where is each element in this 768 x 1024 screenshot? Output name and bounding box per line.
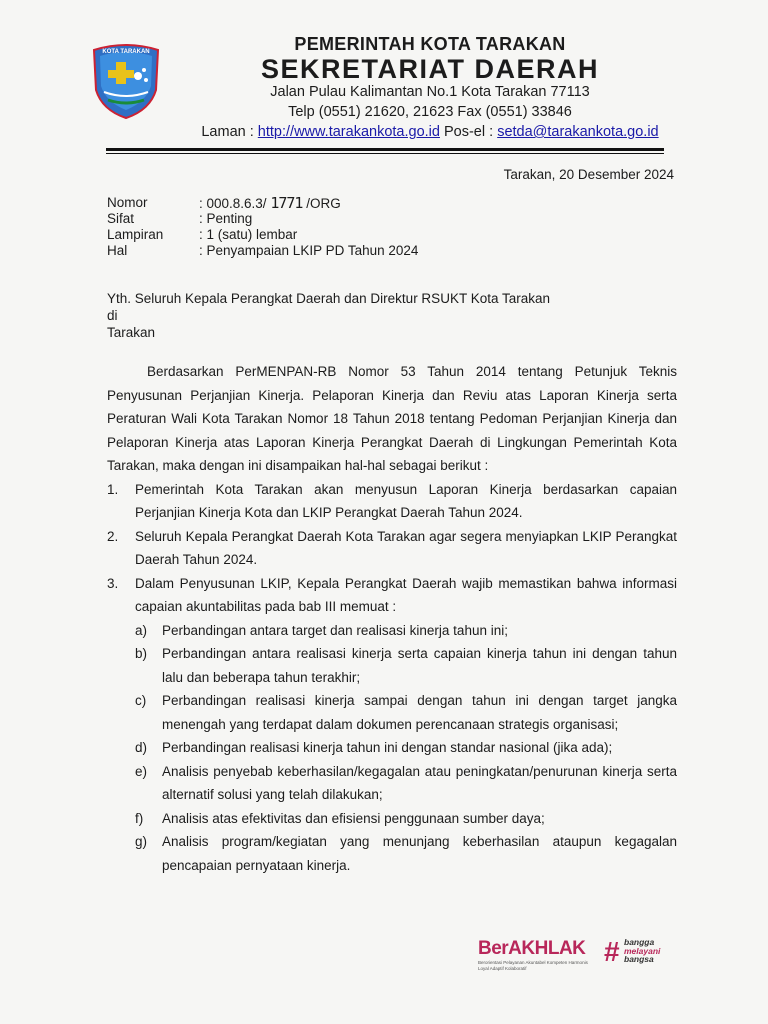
list-item [107,572,677,619]
sub-list-item [135,642,677,689]
sub-list-item [135,619,677,643]
sub-item-text: Analisis penyebab keberhasilan/kegagalan atau peningkatan/penurunan kinerja serta alternatif solusi yang telah dilakukan; [162,763,677,802]
berakhlak-wordmark: BerAKHLAK [478,938,586,959]
letter-body [107,360,677,877]
sifat-value: : Penting [199,211,253,226]
list-item [107,478,677,525]
intro-paragraph: Berdasarkan PerMENPAN-RB Nomor 53 Tahun 2014 tentang Petunjuk Teknis Penyusunan Perjanjian Kinerja. Pelaporan Kinerja dan Reviu atas Laporan Kinerja serta Peraturan Wali Kota Tarakan Nomor 18 Tahun 2018 tentang Pedoman Perjanjian Kinerja dan Pelaporan Kinerja atas Laporan Kinerja Perangkat Daerah di Lingkungan Pemerintah Kota Tarakan, maka dengan ini disampaikan hal-hal sebagai berikut : [107,364,677,473]
office-web-contacts [170,124,690,140]
sub-list-item [135,736,677,760]
government-name: PEMERINTAH KOTA TARAKAN [294,34,566,54]
sifat-label: Sifat [107,211,135,226]
email-link[interactable]: setda@tarakankota.go.id [497,124,659,140]
email-label: Pos-el : [443,124,494,140]
letter-meta [107,195,418,259]
sub-item-text: Perbandingan antara target dan realisasi kinerja tahun ini; [162,622,508,638]
sub-list-item [135,760,677,807]
city-emblem-icon [90,40,162,120]
list-item-text: Pemerintah Kota Tarakan akan menyusun Laporan Kinerja berdasarkan capaian Perjanjian Kinerja Kota dan LKIP Perangkat Daerah Tahun 2024. [135,481,677,520]
office-telephone: Telp (0551) 21620, 21623 Fax (0551) 33846 [288,104,572,120]
bangga-word: bangga [624,937,655,947]
hal-label: Hal [107,243,128,258]
melayani-word: melayani [624,945,661,956]
addressee-line-1: Yth. Seluruh Kepala Perangkat Daerah dan Direktur RSUKT Kota Tarakan [107,291,551,306]
sub-list-item [135,689,677,736]
berakhlak-logo [478,930,678,980]
sub-item-text: Analisis atas efektivitas dan efisiensi penggunaan sumber daya; [162,810,545,826]
addressee [107,290,550,341]
website-link[interactable]: http://www.tarakankota.go.id [257,124,440,140]
sub-item-letter: g) [135,834,148,849]
sub-item-text: Perbandingan realisasi kinerja tahun ini dengan standar nasional (jika ada); [162,740,613,755]
meta-lampiran [107,227,418,243]
hal-value: : Penyampaian LKIP PD Tahun 2024 [199,243,419,258]
list-item-number: 1. [107,481,119,497]
nomor-handwritten: 1771 [270,194,303,212]
meta-sifat [107,211,418,227]
sub-item-text: Perbandingan antara realisasi kinerja serta capaian kinerja tahun ini dengan tahun lalu dan beberapa tahun terakhir; [162,646,677,685]
meta-nomor [107,195,418,211]
office-address: Jalan Pulau Kalimantan No.1 Kota Tarakan 77113 [270,84,590,100]
list-item-text: Seluruh Kepala Perangkat Daerah Kota Tarakan agar segera menyiapkan LKIP Perangkat Daerah Tahun 2024. [135,528,677,567]
nomor-suffix: /ORG [306,196,341,211]
web-label: Laman : [201,124,254,140]
bangsa-word: bangsa [624,954,654,964]
sub-item-letter: b) [135,646,148,661]
nomor-value [199,195,341,211]
sub-item-text: Analisis program/kegiatan yang menunjang keberhasilan ataupun kegagalan pencapaian pernyataan kinerja. [162,834,677,873]
sub-list-item [135,807,677,831]
header-divider-thick [106,148,664,151]
nomor-label: Nomor [107,195,148,210]
secretariat-name: SEKRETARIAT DAERAH [260,54,599,84]
bangga-melayani-bangsa-logo [624,938,660,964]
lampiran-label: Lampiran [107,227,164,242]
svg-text:KOTA TARAKAN: KOTA TARAKAN [102,49,150,55]
sub-item-letter: c) [135,693,147,708]
hashtag-icon: # [604,936,620,967]
sub-item-letter: d) [135,740,148,755]
berakhlak-tagline: Berorientasi Pelayanan Akuntabel Kompeten Harmonis Loyal Adaptif Kolaboratif [478,960,588,971]
sub-item-letter: f) [135,810,144,826]
sub-item-text: Perbandingan realisasi kinerja sampai dengan tahun ini dengan target jangka menengah yang terdapat dalam dokumen perencanaan strategis organisasi; [162,693,677,732]
addressee-line-3: Tarakan [107,325,156,340]
list-item-number: 3. [107,575,119,591]
letter-date: Tarakan, 20 Desember 2024 [503,167,674,182]
header-divider-thin [106,153,664,154]
list-item-number: 2. [107,528,119,544]
sub-item-letter: e) [135,763,148,779]
list-item [107,525,677,572]
meta-hal [107,243,418,259]
addressee-line-2: di [107,308,118,323]
sub-item-letter: a) [135,622,148,638]
list-item-text: Dalam Penyusunan LKIP, Kepala Perangkat Daerah wajib memastikan bahwa informasi capaian akuntabilitas pada bab III memuat : [135,575,677,614]
nomor-prefix: : 000.8.6.3/ [199,196,267,211]
sub-list-item [135,830,677,877]
lampiran-value: : 1 (satu) lembar [199,227,298,242]
